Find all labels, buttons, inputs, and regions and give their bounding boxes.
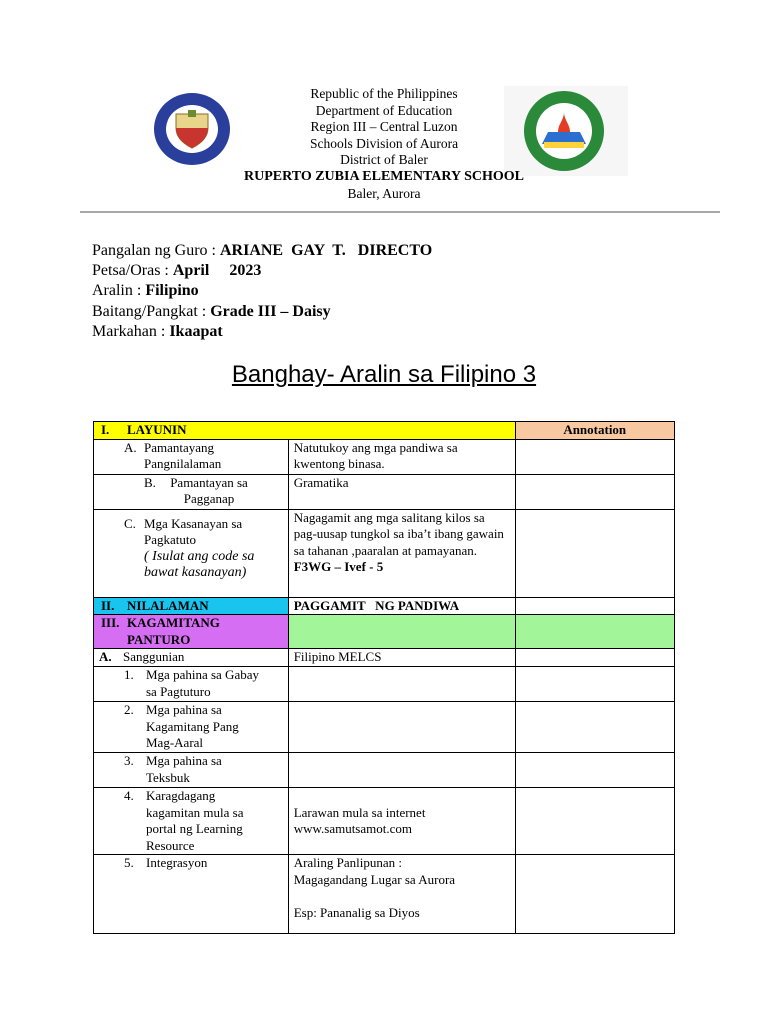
integration-line: Magagandang Lugar sa Aurora (293, 871, 456, 887)
table-row (94, 855, 675, 934)
kagamitan-heading (94, 615, 289, 649)
row-label (94, 666, 289, 701)
row-value: Natutukoy ang mga pandiwa sa kwentong binasa. (288, 439, 515, 474)
annotation-cell (515, 752, 675, 787)
annotation-cell (515, 701, 675, 752)
row-value (288, 666, 515, 701)
row-label-text: Mga Kasanayan sa Pagkatuto (144, 515, 243, 548)
row-label-text: Pamantayang Pangnilalaman (144, 439, 222, 472)
section-number: III. (101, 615, 120, 631)
grade-value: Grade III – Daisy (210, 302, 331, 320)
row-marker: 1. (124, 666, 134, 682)
annotation-cell (515, 615, 675, 649)
integration-line: Araling Panlipunan : (293, 855, 403, 871)
row-marker: A. (99, 649, 112, 665)
teacher-value: ARIANE GAY T. DIRECTO (219, 242, 433, 259)
nilalaman-value: PAGGAMIT NG PANDIWA (288, 597, 515, 615)
grade-row (92, 302, 432, 322)
resource-line: Larawan mula sa internet (293, 804, 426, 820)
row-label-text: Integrasyon (146, 855, 208, 871)
competency-code: F3WG – Ivef - 5 (293, 559, 384, 575)
teacher-label: Pangalan ng Guro : (92, 242, 220, 259)
row-marker: 4. (124, 787, 134, 803)
annotation-header: Annotation (515, 422, 675, 440)
row-value (288, 787, 515, 854)
row-marker: C. (124, 515, 136, 531)
header-line: District of Baler (340, 152, 428, 168)
competency-text: Nagagamit ang mga salitang kilos sa pag-uusap tungkol sa iba’t ibang gawain sa tahanan ,paaralan at pamayanan. (293, 509, 504, 558)
row-label (94, 649, 289, 667)
lesson-title: Banghay- Aralin sa Filipino 3 (231, 361, 537, 388)
row-label-text: Karagdagang kagamitan mula sa portal ng Learning Resource (146, 787, 244, 853)
section-label: KAGAMITANG PANTURO (127, 615, 220, 647)
subject-row (92, 281, 432, 301)
row-value (288, 701, 515, 752)
annotation-cell (515, 597, 675, 615)
row-value (288, 752, 515, 787)
section-label: LAYUNIN (127, 422, 187, 437)
row-label (94, 439, 289, 474)
row-label-text: Mga pahina sa Gabay sa Pagtuturo (146, 666, 259, 699)
row-label-text: Pamantayan sa Pagganap (170, 474, 248, 507)
quarter-row (92, 322, 432, 342)
row-marker: 5. (124, 855, 134, 871)
table-row (94, 615, 675, 649)
row-label-text: Mga pahina sa Teksbuk (146, 752, 222, 785)
date-value: April 2023 (172, 262, 262, 280)
header-divider (80, 211, 720, 213)
header-line: Department of Education (315, 102, 453, 118)
table-row (94, 597, 675, 615)
resource-link[interactable]: www.samutsamot.com (293, 821, 412, 837)
annotation-cell (515, 474, 675, 509)
row-value (288, 509, 515, 597)
integration-line: Esp: Pananalig sa Diyos (293, 904, 420, 920)
layunin-heading (94, 422, 516, 440)
row-marker: B. (144, 474, 156, 490)
row-value: Gramatika (288, 474, 515, 509)
date-row (92, 261, 432, 281)
quarter-label: Markahan : (92, 322, 170, 340)
kagamitan-value-cell (288, 615, 515, 649)
header-line: Region III – Central Luzon (310, 119, 458, 135)
row-label (94, 855, 289, 934)
quarter-value: Ikaapat (169, 322, 223, 340)
row-label (94, 752, 289, 787)
row-label (94, 474, 289, 509)
grade-label: Baitang/Pangkat : (92, 302, 211, 320)
lesson-info (92, 241, 432, 342)
annotation-cell (515, 787, 675, 854)
row-value (288, 855, 515, 934)
annotation-cell (515, 666, 675, 701)
annotation-cell (515, 855, 675, 934)
school-name: RUPERTO ZUBIA ELEMENTARY SCHOOL (244, 168, 524, 184)
annotation-cell (515, 649, 675, 667)
row-note: ( Isulat ang code sa bawat kasanayan) (144, 548, 255, 581)
table-row (94, 509, 675, 597)
row-label (94, 701, 289, 752)
row-marker: A. (124, 439, 137, 455)
table-row (94, 439, 675, 474)
row-label-text: Sanggunian (123, 649, 185, 665)
annotation-cell (515, 439, 675, 474)
lesson-plan-table (93, 421, 675, 934)
teacher-row (92, 241, 432, 261)
row-label (94, 787, 289, 854)
row-label (94, 509, 289, 597)
subject-label: Aralin : (92, 282, 146, 300)
nilalaman-heading (94, 597, 289, 615)
letterhead (0, 86, 768, 202)
table-row (94, 752, 675, 787)
date-label: Petsa/Oras : (92, 262, 173, 280)
row-marker: 3. (124, 752, 134, 768)
table-row (94, 701, 675, 752)
table-row (94, 649, 675, 667)
table-row (94, 474, 675, 509)
school-location: Baler, Aurora (347, 185, 421, 201)
row-value: Filipino MELCS (288, 649, 515, 667)
header-line: Schools Division of Aurora (309, 135, 459, 151)
header-line: Republic of the Philippines (310, 86, 458, 101)
table-row (94, 787, 675, 854)
row-marker: 2. (124, 701, 134, 717)
annotation-cell (515, 509, 675, 597)
row-label-text: Mga pahina sa Kagamitang Pang Mag-Aaral (146, 701, 239, 751)
subject-value: Filipino (145, 282, 199, 300)
section-number: I. (101, 422, 110, 437)
table-row (94, 666, 675, 701)
section-number: II. (101, 597, 115, 613)
section-label: NILALAMAN (127, 597, 209, 613)
table-row (94, 422, 675, 440)
